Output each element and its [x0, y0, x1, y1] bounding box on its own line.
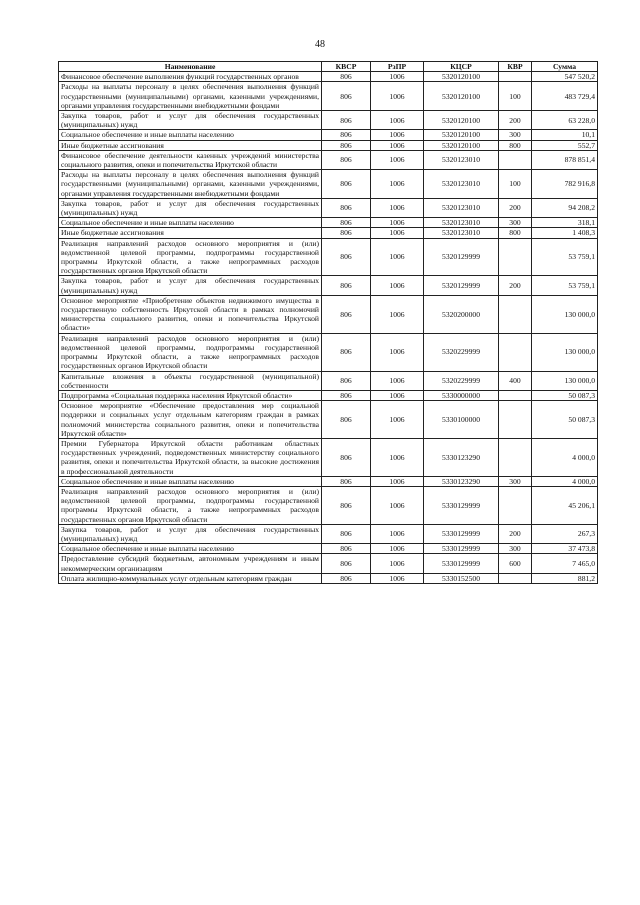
cell-name: Расходы на выплаты персоналу в целях обеспечения выполнения функций государственными (муниципальными) органами, казенными учреждениями, органами управления государственными внебюджетными фондами [59, 170, 322, 199]
cell-sum: 483 729,4 [532, 82, 598, 111]
cell-kvr [499, 401, 532, 439]
cell-kvsr: 806 [322, 218, 371, 228]
cell-rzpr: 1006 [371, 72, 424, 82]
cell-sum: 130 000,0 [532, 333, 598, 371]
header-kcsr: КЦСР [424, 62, 499, 72]
cell-sum: 37 473,8 [532, 544, 598, 554]
cell-kvr: 100 [499, 170, 532, 199]
table-row [59, 228, 598, 238]
page-number: 48 [315, 39, 325, 50]
cell-sum: 318,1 [532, 218, 598, 228]
cell-kcsr: 5320120100 [424, 111, 499, 130]
cell-name: Премии Губернатора Иркутской области работникам областных государственных учреждений, подведомственных министерству социального развития, опеки и попечительства Иркутской области, за высокие достижения в профессиональной деятельности [59, 438, 322, 476]
cell-kvsr: 806 [322, 150, 371, 169]
cell-kcsr: 5320123010 [424, 228, 499, 238]
cell-kvsr: 806 [322, 295, 371, 333]
cell-sum: 94 208,2 [532, 198, 598, 217]
cell-kvsr: 806 [322, 401, 371, 439]
cell-rzpr: 1006 [371, 476, 424, 486]
table-row [59, 554, 598, 573]
cell-kvsr: 806 [322, 140, 371, 150]
cell-kcsr: 5320123010 [424, 150, 499, 169]
cell-kvr [499, 390, 532, 400]
cell-sum: 45 206,1 [532, 486, 598, 524]
cell-kvsr: 806 [322, 82, 371, 111]
cell-name: Предоставление субсидий бюджетным, автономным учреждениям и иным некоммерческим организациям [59, 554, 322, 573]
cell-kvr [499, 486, 532, 524]
cell-sum: 1 408,3 [532, 228, 598, 238]
cell-kcsr: 5330123290 [424, 438, 499, 476]
cell-sum: 878 851,4 [532, 150, 598, 169]
table-row [59, 295, 598, 333]
cell-name: Социальное обеспечение и иные выплаты населению [59, 544, 322, 554]
cell-kvsr: 806 [322, 198, 371, 217]
cell-rzpr: 1006 [371, 333, 424, 371]
cell-rzpr: 1006 [371, 150, 424, 169]
cell-name: Закупка товаров, работ и услуг для обеспечения государственных (муниципальных) нужд [59, 524, 322, 543]
table-row [59, 573, 598, 583]
cell-kvr: 400 [499, 371, 532, 390]
cell-rzpr: 1006 [371, 140, 424, 150]
cell-name: Иные бюджетные ассигнования [59, 140, 322, 150]
cell-rzpr: 1006 [371, 524, 424, 543]
cell-kvr: 300 [499, 130, 532, 140]
cell-sum: 130 000,0 [532, 371, 598, 390]
cell-sum: 53 759,1 [532, 238, 598, 276]
cell-kvsr: 806 [322, 238, 371, 276]
cell-rzpr: 1006 [371, 238, 424, 276]
cell-kcsr: 5330000000 [424, 390, 499, 400]
table-row [59, 544, 598, 554]
cell-kvsr: 806 [322, 573, 371, 583]
table-row [59, 198, 598, 217]
cell-kcsr: 5330129999 [424, 486, 499, 524]
cell-rzpr: 1006 [371, 390, 424, 400]
cell-sum: 50 087,3 [532, 401, 598, 439]
cell-name: Закупка товаров, работ и услуг для обеспечения государственных (муниципальных) нужд [59, 111, 322, 130]
cell-rzpr: 1006 [371, 573, 424, 583]
cell-kvr: 600 [499, 554, 532, 573]
cell-rzpr: 1006 [371, 130, 424, 140]
cell-name: Финансовое обеспечение деятельности казенных учреждений министерства социального развития, опеки и попечительства Иркутской области [59, 150, 322, 169]
cell-kvsr: 806 [322, 130, 371, 140]
header-sum: Сумма [532, 62, 598, 72]
cell-name: Закупка товаров, работ и услуг для обеспечения государственных (муниципальных) нужд [59, 198, 322, 217]
cell-name: Реализация направлений расходов основного мероприятия и (или) ведомственной целевой программы, подпрограммы государственной программы Иркутской области, а также непрограммных расходов государственных органов Иркутской области [59, 486, 322, 524]
cell-name: Реализация направлений расходов основного мероприятия и (или) ведомственной целевой программы, подпрограммы государственной программы Иркутской области, а также непрограммных расходов государственных органов Иркутской области [59, 333, 322, 371]
cell-sum: 267,3 [532, 524, 598, 543]
table-row [59, 150, 598, 169]
cell-kcsr: 5330152500 [424, 573, 499, 583]
cell-sum: 4 000,0 [532, 476, 598, 486]
cell-kvsr: 806 [322, 72, 371, 82]
cell-sum: 782 916,8 [532, 170, 598, 199]
cell-kcsr: 5320120100 [424, 130, 499, 140]
cell-rzpr: 1006 [371, 401, 424, 439]
cell-kvr [499, 238, 532, 276]
cell-kvsr: 806 [322, 476, 371, 486]
cell-kvsr: 806 [322, 524, 371, 543]
table-row [59, 130, 598, 140]
cell-kvsr: 806 [322, 544, 371, 554]
table-row [59, 170, 598, 199]
cell-rzpr: 1006 [371, 554, 424, 573]
header-name: Наименование [59, 62, 322, 72]
cell-kcsr: 5320123010 [424, 218, 499, 228]
table-row [59, 276, 598, 295]
cell-rzpr: 1006 [371, 198, 424, 217]
cell-rzpr: 1006 [371, 371, 424, 390]
cell-kvr: 100 [499, 82, 532, 111]
cell-name: Основное мероприятие «Обеспечение предоставления мер социальной поддержки и социальных услуг отдельным категориям граждан в рамках полномочий министерства социального развития, опеки и попечительства Иркутской области» [59, 401, 322, 439]
cell-kcsr: 5320229999 [424, 333, 499, 371]
cell-sum: 4 000,0 [532, 438, 598, 476]
cell-name: Капитальные вложения в объекты государственной (муниципальной) собственности [59, 371, 322, 390]
table-row [59, 486, 598, 524]
cell-kvsr: 806 [322, 228, 371, 238]
cell-kvr: 200 [499, 198, 532, 217]
cell-kvsr: 806 [322, 390, 371, 400]
cell-rzpr: 1006 [371, 228, 424, 238]
cell-sum: 10,1 [532, 130, 598, 140]
cell-rzpr: 1006 [371, 276, 424, 295]
cell-name: Социальное обеспечение и иные выплаты населению [59, 218, 322, 228]
table-row [59, 401, 598, 439]
cell-sum: 7 465,0 [532, 554, 598, 573]
cell-sum: 53 759,1 [532, 276, 598, 295]
cell-name: Подпрограмма «Социальная поддержка населения Иркутской области» [59, 390, 322, 400]
cell-name: Иные бюджетные ассигнования [59, 228, 322, 238]
cell-kvsr: 806 [322, 333, 371, 371]
cell-kvr [499, 438, 532, 476]
cell-rzpr: 1006 [371, 486, 424, 524]
cell-rzpr: 1006 [371, 111, 424, 130]
cell-rzpr: 1006 [371, 438, 424, 476]
cell-rzpr: 1006 [371, 82, 424, 111]
table-row [59, 371, 598, 390]
table-row [59, 524, 598, 543]
cell-kcsr: 5330123290 [424, 476, 499, 486]
cell-kvsr: 806 [322, 170, 371, 199]
cell-kcsr: 5320120100 [424, 82, 499, 111]
cell-kvsr: 806 [322, 371, 371, 390]
cell-sum: 130 000,0 [532, 295, 598, 333]
table-row [59, 140, 598, 150]
cell-kvr [499, 72, 532, 82]
budget-table [58, 61, 598, 584]
header-kvsr: КВСР [322, 62, 371, 72]
cell-name: Закупка товаров, работ и услуг для обеспечения государственных (муниципальных) нужд [59, 276, 322, 295]
table-row [59, 238, 598, 276]
cell-kvsr: 806 [322, 276, 371, 295]
cell-kvr [499, 573, 532, 583]
table-row [59, 476, 598, 486]
cell-kcsr: 5330129999 [424, 554, 499, 573]
cell-kcsr: 5320129999 [424, 238, 499, 276]
table-row [59, 438, 598, 476]
cell-name: Реализация направлений расходов основного мероприятия и (или) ведомственной целевой программы, подпрограммы государственной программы Иркутской области, а также непрограммных расходов государственных органов Иркутской области [59, 238, 322, 276]
cell-kcsr: 5330100000 [424, 401, 499, 439]
table-row [59, 390, 598, 400]
header-kvr: КВР [499, 62, 532, 72]
cell-kcsr: 5320200000 [424, 295, 499, 333]
cell-rzpr: 1006 [371, 544, 424, 554]
cell-kcsr: 5320123010 [424, 170, 499, 199]
cell-kvr: 200 [499, 111, 532, 130]
cell-name: Социальное обеспечение и иные выплаты населению [59, 130, 322, 140]
table-body [59, 72, 598, 584]
cell-kcsr: 5330129999 [424, 544, 499, 554]
cell-kvr [499, 150, 532, 169]
cell-kvr: 200 [499, 276, 532, 295]
table-row [59, 72, 598, 82]
cell-kvr: 300 [499, 544, 532, 554]
cell-name: Основное мероприятие «Приобретение объектов недвижимого имущества в государственную собственность Иркутской области в рамках полномочий министерства социального развития, опеки и попечительства Иркутской области» [59, 295, 322, 333]
cell-rzpr: 1006 [371, 170, 424, 199]
cell-rzpr: 1006 [371, 218, 424, 228]
cell-name: Социальное обеспечение и иные выплаты населению [59, 476, 322, 486]
cell-kcsr: 5330129999 [424, 524, 499, 543]
cell-kvr: 800 [499, 228, 532, 238]
cell-kvr: 200 [499, 524, 532, 543]
cell-kvr: 300 [499, 218, 532, 228]
cell-sum: 50 087,3 [532, 390, 598, 400]
cell-name: Финансовое обеспечение выполнения функций государственных органов [59, 72, 322, 82]
cell-rzpr: 1006 [371, 295, 424, 333]
cell-sum: 63 228,0 [532, 111, 598, 130]
header-rzpr: РзПР [371, 62, 424, 72]
table-row [59, 218, 598, 228]
header-row [59, 62, 598, 72]
cell-kvsr: 806 [322, 486, 371, 524]
cell-kvsr: 806 [322, 438, 371, 476]
cell-sum: 881,2 [532, 573, 598, 583]
cell-kvr [499, 295, 532, 333]
cell-sum: 552,7 [532, 140, 598, 150]
cell-kcsr: 5320120100 [424, 140, 499, 150]
cell-kcsr: 5320120100 [424, 72, 499, 82]
cell-kvr: 300 [499, 476, 532, 486]
cell-kcsr: 5320123010 [424, 198, 499, 217]
cell-kvsr: 806 [322, 111, 371, 130]
cell-kcsr: 5320129999 [424, 276, 499, 295]
cell-kvr: 800 [499, 140, 532, 150]
cell-kvsr: 806 [322, 554, 371, 573]
table-row [59, 111, 598, 130]
cell-kcsr: 5320229999 [424, 371, 499, 390]
cell-name: Расходы на выплаты персоналу в целях обеспечения выполнения функций государственными (муниципальными) органами, казенными учреждениями, органами управления государственными внебюджетными фондами [59, 82, 322, 111]
cell-sum: 547 520,2 [532, 72, 598, 82]
table-row [59, 333, 598, 371]
table-row [59, 82, 598, 111]
cell-name: Оплата жилищно-коммунальных услуг отдельным категориям граждан [59, 573, 322, 583]
cell-kvr [499, 333, 532, 371]
